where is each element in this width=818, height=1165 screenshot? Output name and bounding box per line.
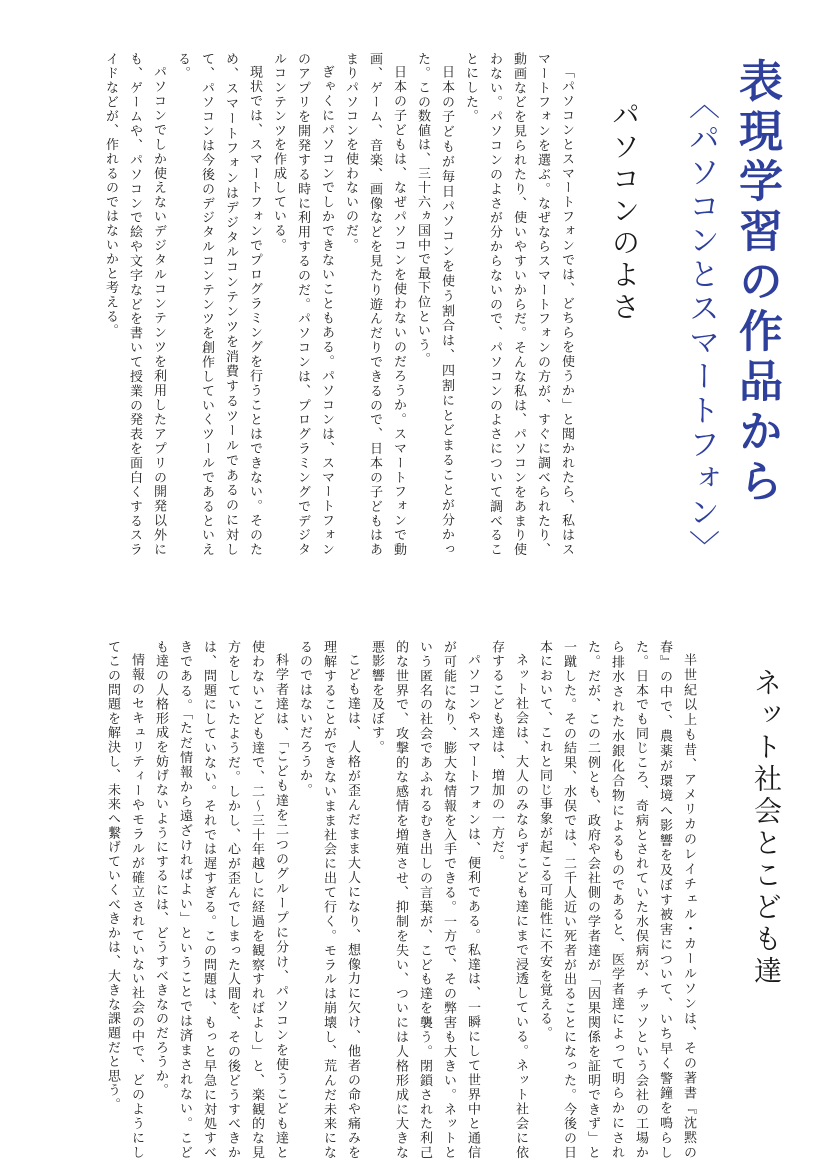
page-subtitle: 〈パソコンとスマートフォン〉 (683, 88, 719, 564)
essay-pc-body (98, 52, 578, 557)
essay-pc-heading: パソコンのよさ (608, 100, 641, 324)
essay-net-body (100, 640, 700, 1160)
essay-pc-paragraph-5: 現状では、スマートフォンでプログラミングを行うことはできない。そのため、スマートフォンはデジタルコンテンツを消費するツールであるのに対して、パソコンは今後のデジタルコンテンツを創作していくツールであるといえる。 (175, 52, 262, 557)
essay-net-paragraph-6: 情報のセキュリティーやモラルが確立されていない社会の中で、どのようにしてこの問題を解決し、未来へ繋げていくべきかは、大きな課題だと思う。 (105, 640, 144, 1160)
essay-net-paragraph-3: パソコンやスマートフォンは、便利である。私達は、一瞬にして世界中と通信が可能になり、膨大な情報を入手できる。一方で、その弊害も大きい。ネットという匿名の社会であふれるむき出しの言葉が、こども達を襲う。閉鎖された利己的な世界で、攻撃的な感情を増殖させ、抑制を失い、ついには人格形成に大きな悪影響を及ぼす。 (369, 640, 480, 1160)
essay-pc-paragraph-4: ぎゃくにパソコンでしかできないこともある。パソコンは、スマートフォンのアプリを開発する時に利用するのだ。パソコンは、プログラミングでデジタルコンテンツを作成している。 (271, 52, 334, 557)
essay-pc-paragraph-2: 日本の子どもが毎日パソコンを使う割合は、四割にとどまることが分かった。この数値は、三十六ヵ国中で最下位という。 (415, 52, 454, 557)
essay-pc-paragraph-3: 日本の子どもは、なぜパソコンを使わないのだろうか。スマートフォンで動画、ゲーム、音楽、画像などを見たり遊んだりできるので、日本の子どもはあまりパソコンを使わないのだ。 (343, 52, 406, 557)
essay-net-paragraph-2: ネット社会は、大人のみならずこども達にまで浸透している。ネット社会に依存するこども達は、増加の一方だ。 (489, 640, 528, 1160)
essay-net-heading: ネット社会とこども達 (750, 668, 783, 988)
essay-pc-paragraph-6: パソコンでしか使えないデジタルコンテンツを利用したアプリの開発以外にも、ゲームや、パソコンで絵や文字などを書いて授業の発表を面白くするスライドなどが、作れるのではないかと考える。 (103, 52, 166, 557)
essay-net-paragraph-1: 半世紀以上も昔、アメリカのレイチェル・カールソンは、その著書『沈黙の春』の中で、農薬が環境へ影響を及ぼす被害について、いち早く警鐘を鳴らした。日本でも同じころ、奇病とされていた水俣病が、チッソという会社の工場から排水された水銀化合物によるものであると、医学者達によって明らかにされた。だが、この二例とも、政府や会社側の学者達が「因果関係を証明できず」と一蹴した。その結果、水俣では、二千人近い死者が出ることになった。今後の日本において、これと同じ事象が起こる可能性に不安を覚える。 (537, 640, 696, 1160)
essay-pc-paragraph-1: 「パソコンとスマートフォンでは、どちらを使うか」と聞かれたら、私はスマートフォンを選ぶ。なぜならスマートフォンの方が、すぐに調べられたり、動画などを見られたり、使いやすいからだ。そんな私は、パソコンをあまり使わない。パソコンのよさが分からないので、パソコンのよさについて調べることにした。 (463, 52, 574, 557)
page-title: 表現学習の作品から (731, 58, 782, 508)
essay-net-paragraph-4: こども達は、人格が歪んだまま大人になり、想像力に欠け、他者の命や痛みを理解することができないまま社会に出て行く。モラルは崩壊し、荒んだ未来になるのではないだろうか。 (297, 640, 360, 1160)
essay-net-paragraph-5: 科学者達は、「こども達を二つのグループに分け、パソコンを使うこども達と使わないこども達で、二〜三十年越しに経過を観察すればよし」と、楽観的な見方をしていたようだ。しかし、心が歪んでしまった人間を、その後どうすべきかは、問題にしていない。それでは遅すぎる。この問題は、もっと早急に対処すべきである。「ただ情報から遠ざければよい」ということでは済まされない。こども達の人格形成を妨げないようにするには、どうすべきなのだろうか。 (153, 640, 288, 1160)
